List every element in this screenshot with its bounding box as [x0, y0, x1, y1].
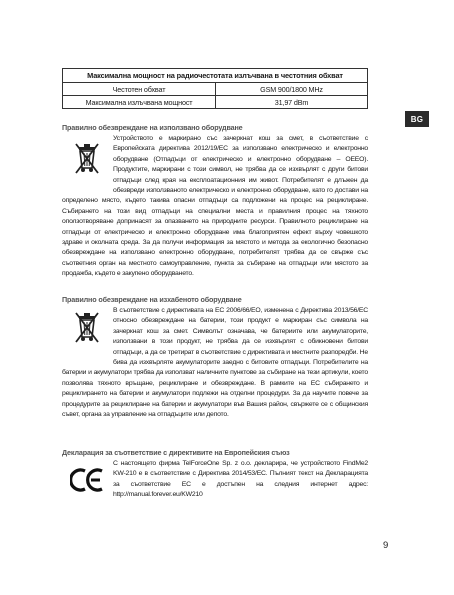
section-heading-battery: Правилно обезвреждане на изхабеното оборудване: [62, 295, 242, 304]
crossed-out-battery-bin-icon: [62, 306, 111, 366]
table-cell-value: GSM 900/1800 MHz: [216, 83, 368, 96]
table-cell-value: 31,97 dBm: [216, 96, 368, 109]
table-row: [63, 83, 368, 96]
section-text-weee: Устройството е маркирано със зачеркнат кош за смет, в съответствие с Европейската директива 2012/19/ЕС за използвано електрическо и електронно оборудване (Отпадъци от електрическо и електронно оборудване – OEEO). Продуктите, маркирани с този символ, не трябва да се изхвърлят с други битови отпадъци след края на експлоатационния им живот. Потребителят е длъжен да обезвреди използваното електрическо и електронно оборудване, като го достави на определено място, където такива опасни отпадъци са подложени на процес на рециклиране. Събирането на този вид отпадъци на специални места и правилния процес на тяхното оползотворяване допринасят за опазването на природните ресурси. Правилното рециклиране на отпадъци от електрическо и електронно оборудване има благоприятен ефект върху човешкото здраве и околната среда. За да получи информация за мястото и метода за екологично безопасно обезвреждане на използвано електронно оборудване, потребителят трябва да се свърже със съответния орган на местното самоуправление, пункта за събиране на отпадъци или мястото за продажба, където е закупено оборудването.: [62, 135, 368, 278]
section-text-battery: В съответствие с директивата на ЕС 2006/66/ЕО, изменена с Директива 2013/56/ЕС относно обезвреждане на батерии, този продукт е маркиран със символа на зачеркнат кош за смет. Символът означава, че батериите или акумулаторите, използвани в този продукт, не трябва да се изхвърлят с обикновени битови отпадъци, а да се третират в съответствие с директивата и местните разпоредби. Не бива да изхвърляте акумулаторите заедно с битовите отпадъци. Потребителите на батерии и акумулатори трябва да използват наличните пунктове за събиране на тези артикули, което позволява тяхното връщане, рециклиране и обезвреждане. В рамките на ЕС събирането и рециклирането на батерии и акумулатори подлежи на отделни процедури. За да научите повече за процедурите за рециклиране на батерии и акумулатори във Вашия район, свържете се с общинския съвет, органа за управление на отпадъците или депото.: [62, 307, 368, 419]
table-header: Максимална мощност на радиочестотата излъчвана в честотния обхват: [63, 69, 368, 83]
table-cell-label: Честотен обхват: [63, 83, 216, 96]
language-tab: BG: [405, 111, 429, 127]
page-number: 9: [383, 540, 389, 551]
section-heading-weee: Правилно обезвреждане на използвано оборудване: [62, 123, 243, 132]
table-row: [63, 96, 368, 109]
crossed-out-wheelie-bin-icon: [62, 134, 111, 194]
table-cell-label: Максимална излъчвана мощност: [63, 96, 216, 109]
ce-mark-icon: [62, 459, 111, 503]
section-text-declaration: С настоящето фирма TelForceOne Sp. z o.o. декларира, че устройството FindMe2 KW-210 е в съответствие с Директива 2014/53/ЕС. Пълният текст на Декларацията за съответствие ЕС е достъпен на следния интернет адрес: http://manual.forever.eu/KW210: [62, 459, 368, 503]
radio-power-table: [62, 68, 368, 109]
section-heading-declaration: Декларация за съответствие с директивите на Европейския съюз: [62, 448, 290, 457]
